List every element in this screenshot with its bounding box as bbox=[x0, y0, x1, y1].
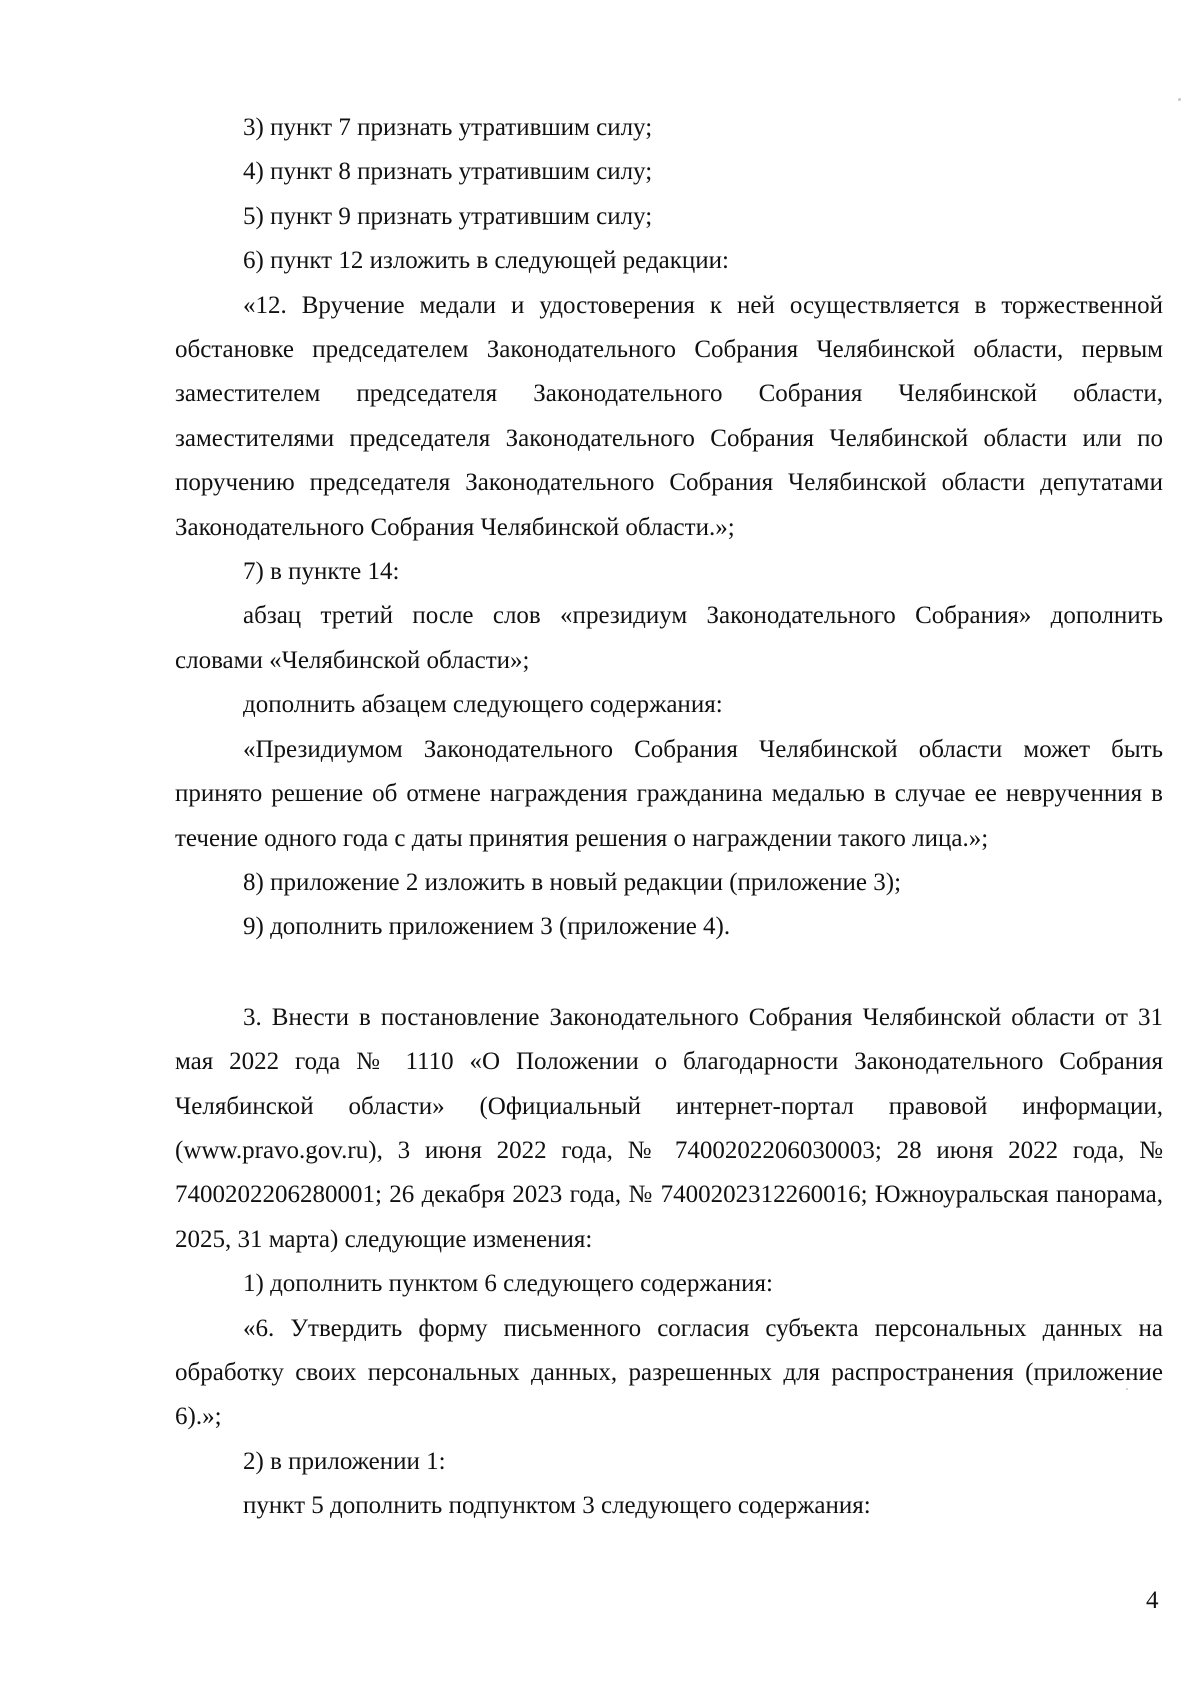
paragraph-item-9: 9) дополнить приложением 3 (приложение 4). bbox=[243, 913, 731, 941]
scan-speck bbox=[1126, 1388, 1128, 1390]
paragraph-subitem-2: 2) в приложении 1: bbox=[243, 1447, 446, 1475]
paragraph-item-6: 6) пункт 12 изложить в следующей редакции: bbox=[243, 247, 729, 275]
section-spacer bbox=[175, 950, 1163, 996]
paragraph-item-7: 7) в пункте 14: bbox=[243, 558, 400, 586]
paragraph-point-5-add: пункт 5 дополнить подпунктом 3 следующего содержания: bbox=[243, 1492, 871, 1520]
paragraph-point-6-text: «6. Утвердить форму письменного согласия субъекта персональных данных на обработку своих персональных данных, разрешенных для распространения (приложение 6).»; bbox=[175, 1314, 1163, 1431]
paragraph-presidium-text: «Президиумом Законодательного Собрания Челябинской области может быть принято решение об отмене награждения гражданина медалью в случае ее неврученния в течение одного года с даты принятия решения о награждении такого лица.»; bbox=[175, 735, 1163, 852]
paragraph-item-5: 5) пункт 9 признать утратившим силу; bbox=[243, 202, 653, 230]
paragraph-section-3: 3. Внести в постановление Законодательного Собрания Челябинской области от 31 мая 2022 года № 1110 «О Положении о благодарности Законодательного Собрания Челябинской области» (Официальный интернет-портал правовой информации, (www.pravo.gov.ru), 3 июня 2022 года, № 7400202206030003; 28 июня 2022 года, № 7400202206280001; 26 декабря 2023 года, № 7400202312260016; Южноуральская панорама, 2025, 31 марта) следующие изменения: bbox=[175, 1003, 1163, 1253]
paragraph-abzac-third: абзац третий после слов «президиум Законодательного Собрания» дополнить словами «Челябинской области»; bbox=[175, 602, 1163, 674]
paragraph-item-3: 3) пункт 7 признать утратившим силу; bbox=[243, 114, 653, 141]
paragraph-item-4: 4) пункт 8 признать утратившим силу; bbox=[243, 158, 653, 186]
page-number: 4 bbox=[1146, 1587, 1159, 1614]
scan-speck bbox=[1178, 98, 1181, 101]
paragraph-point-12-text: «12. Вручение медали и удостоверения к ней осуществляется в торжественной обстановке председателем Законодательного Собрания Челябинской области, первым заместителем председателя Законодательного Собрания Челябинской области, заместителями председателя Законодательного Собрания Челябинской области или по поручению председателя Законодательного Собрания Челябинской области депутатами Законодательного Собрания Челябинской области.»; bbox=[175, 291, 1163, 541]
paragraph-subitem-1: 1) дополнить пунктом 6 следующего содержания: bbox=[243, 1270, 773, 1298]
paragraph-item-8: 8) приложение 2 изложить в новый редакции (приложение 3); bbox=[243, 868, 902, 896]
document-body bbox=[175, 106, 1163, 1529]
paragraph-add-abzac: дополнить абзацем следующего содержания: bbox=[243, 691, 723, 719]
